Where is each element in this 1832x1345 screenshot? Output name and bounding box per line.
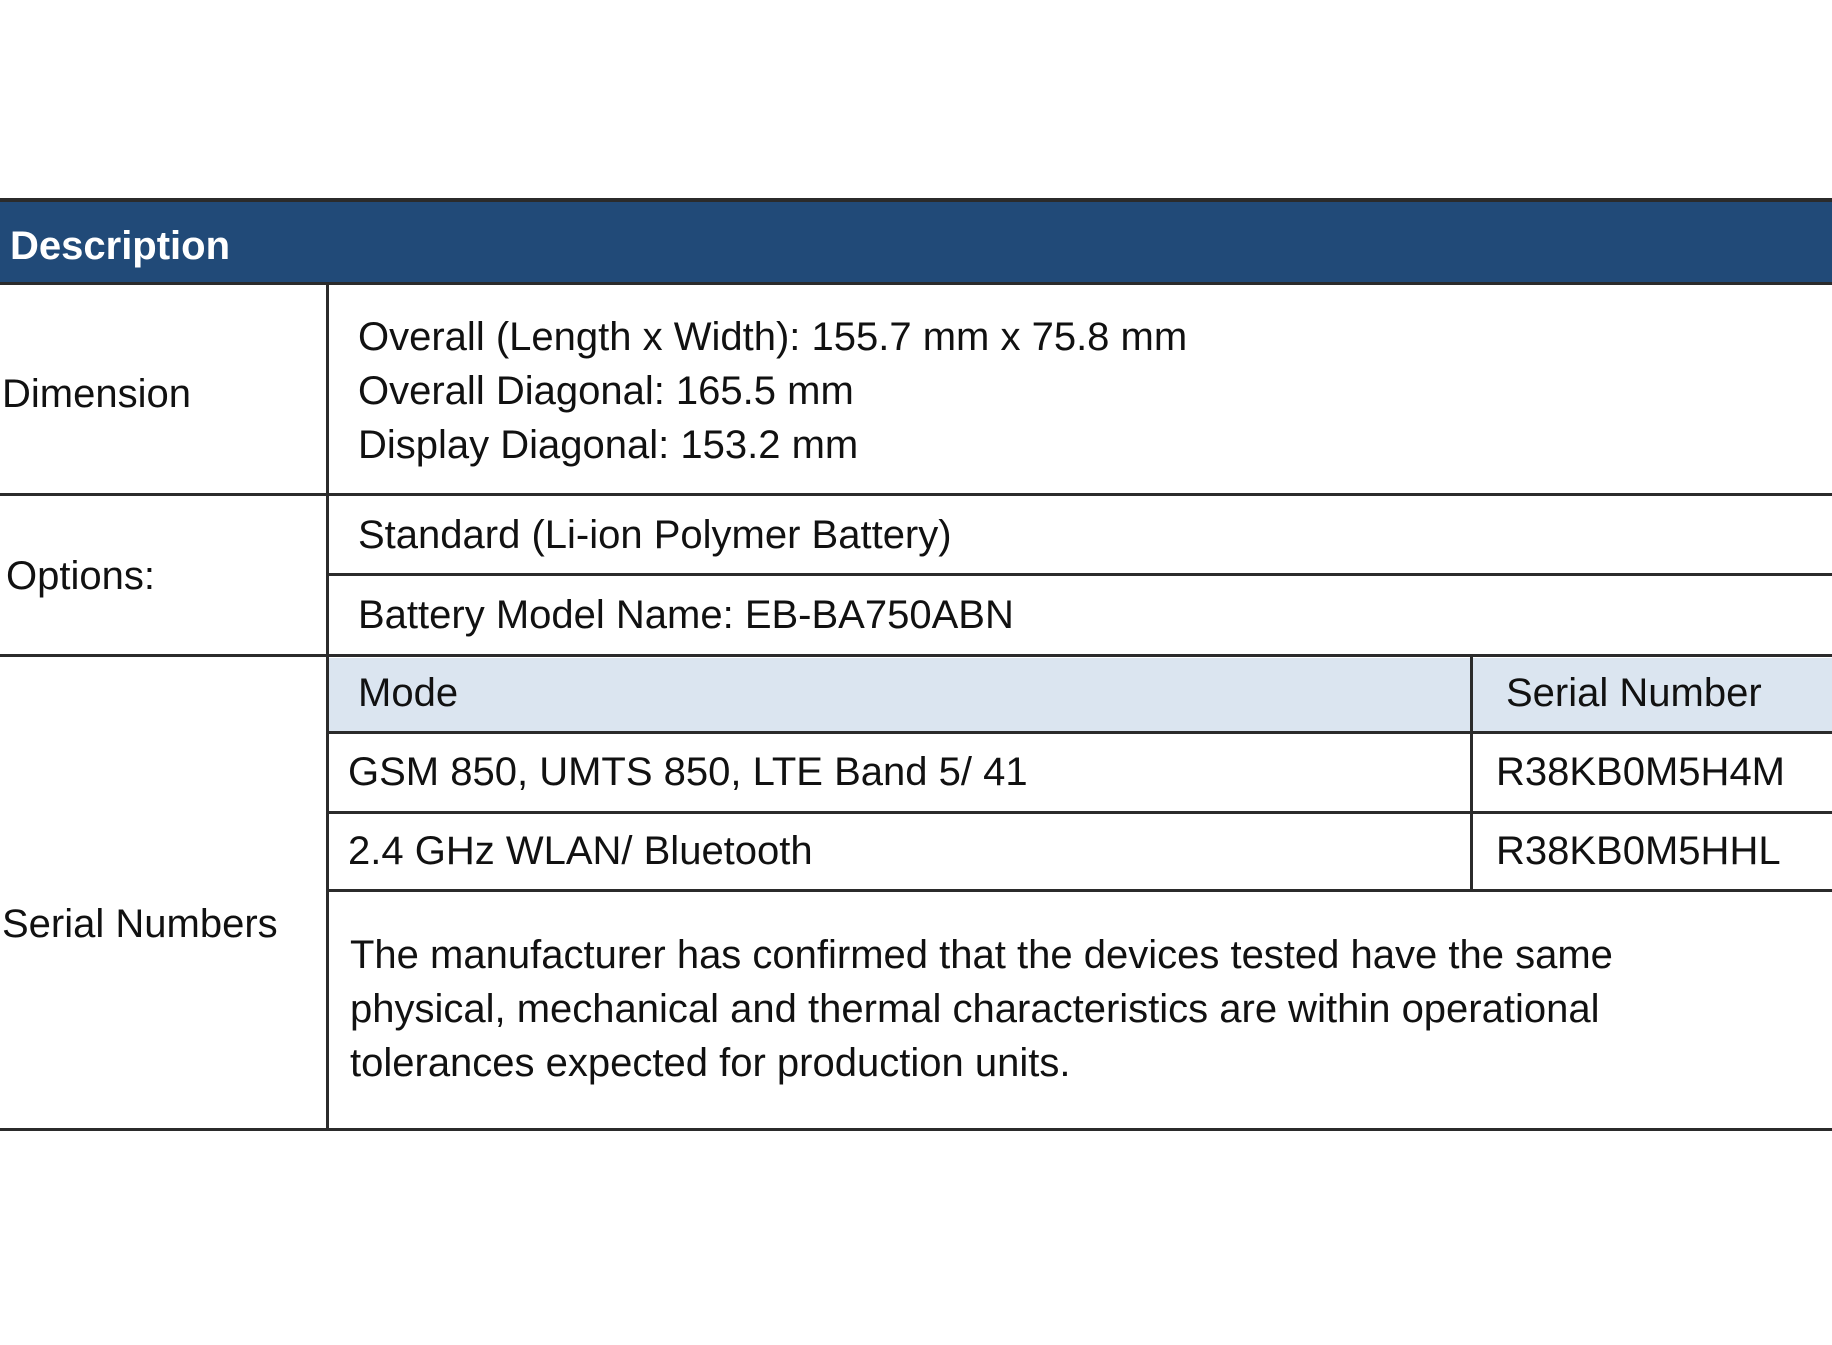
- serial-row-1-number: R38KB0M5H4M: [1496, 750, 1786, 794]
- serial-row-2-number: R38KB0M5HHL: [1496, 829, 1781, 873]
- manufacturer-note: [350, 928, 1820, 1090]
- dimension-display-diagonal: Display Diagonal: 153.2 mm: [358, 423, 859, 467]
- serial-numbers-label: Serial Numbers: [2, 902, 278, 946]
- table-header-bar: [0, 202, 1832, 284]
- serial-column-header: Serial Number: [1506, 671, 1762, 715]
- dimension-bottom-rule: [0, 493, 1832, 496]
- dimension-overall-diagonal: Overall Diagonal: 165.5 mm: [358, 369, 854, 413]
- manufacturer-note-line-3: tolerances expected for production units.: [350, 1041, 1071, 1085]
- serial-row-1-mode: GSM 850, UMTS 850, LTE Band 5/ 41: [348, 750, 1028, 794]
- mode-column-header: Mode: [358, 671, 459, 715]
- options-row-divider: [326, 573, 1832, 576]
- options-battery-model: Battery Model Name: EB-BA750ABN: [358, 593, 1014, 637]
- options-label: Options:: [6, 554, 155, 598]
- serial-row-2-mode: 2.4 GHz WLAN/ Bluetooth: [348, 829, 813, 873]
- header-bottom-rule: [0, 282, 1832, 285]
- manufacturer-note-line-1: The manufacturer has confirmed that the devices tested have the same: [350, 933, 1613, 977]
- options-bottom-rule: [0, 654, 1832, 657]
- serial-column-divider: [1470, 656, 1473, 892]
- manufacturer-note-line-2: physical, mechanical and thermal characteristics are within operational: [350, 987, 1600, 1031]
- mode-header-bottom-rule: [326, 731, 1832, 734]
- label-column-divider: [326, 284, 329, 1131]
- table-bottom-rule: [0, 1128, 1832, 1131]
- table-header-title: Description: [10, 224, 231, 268]
- dimension-label: Dimension: [2, 372, 191, 416]
- options-standard: Standard (Li-ion Polymer Battery): [358, 513, 952, 557]
- dimension-overall: Overall (Length x Width): 155.7 mm x 75.8 mm: [358, 315, 1188, 359]
- serial-rows-bottom-rule: [326, 889, 1832, 892]
- serial-row-divider: [326, 811, 1832, 814]
- spec-table: [0, 198, 1832, 1131]
